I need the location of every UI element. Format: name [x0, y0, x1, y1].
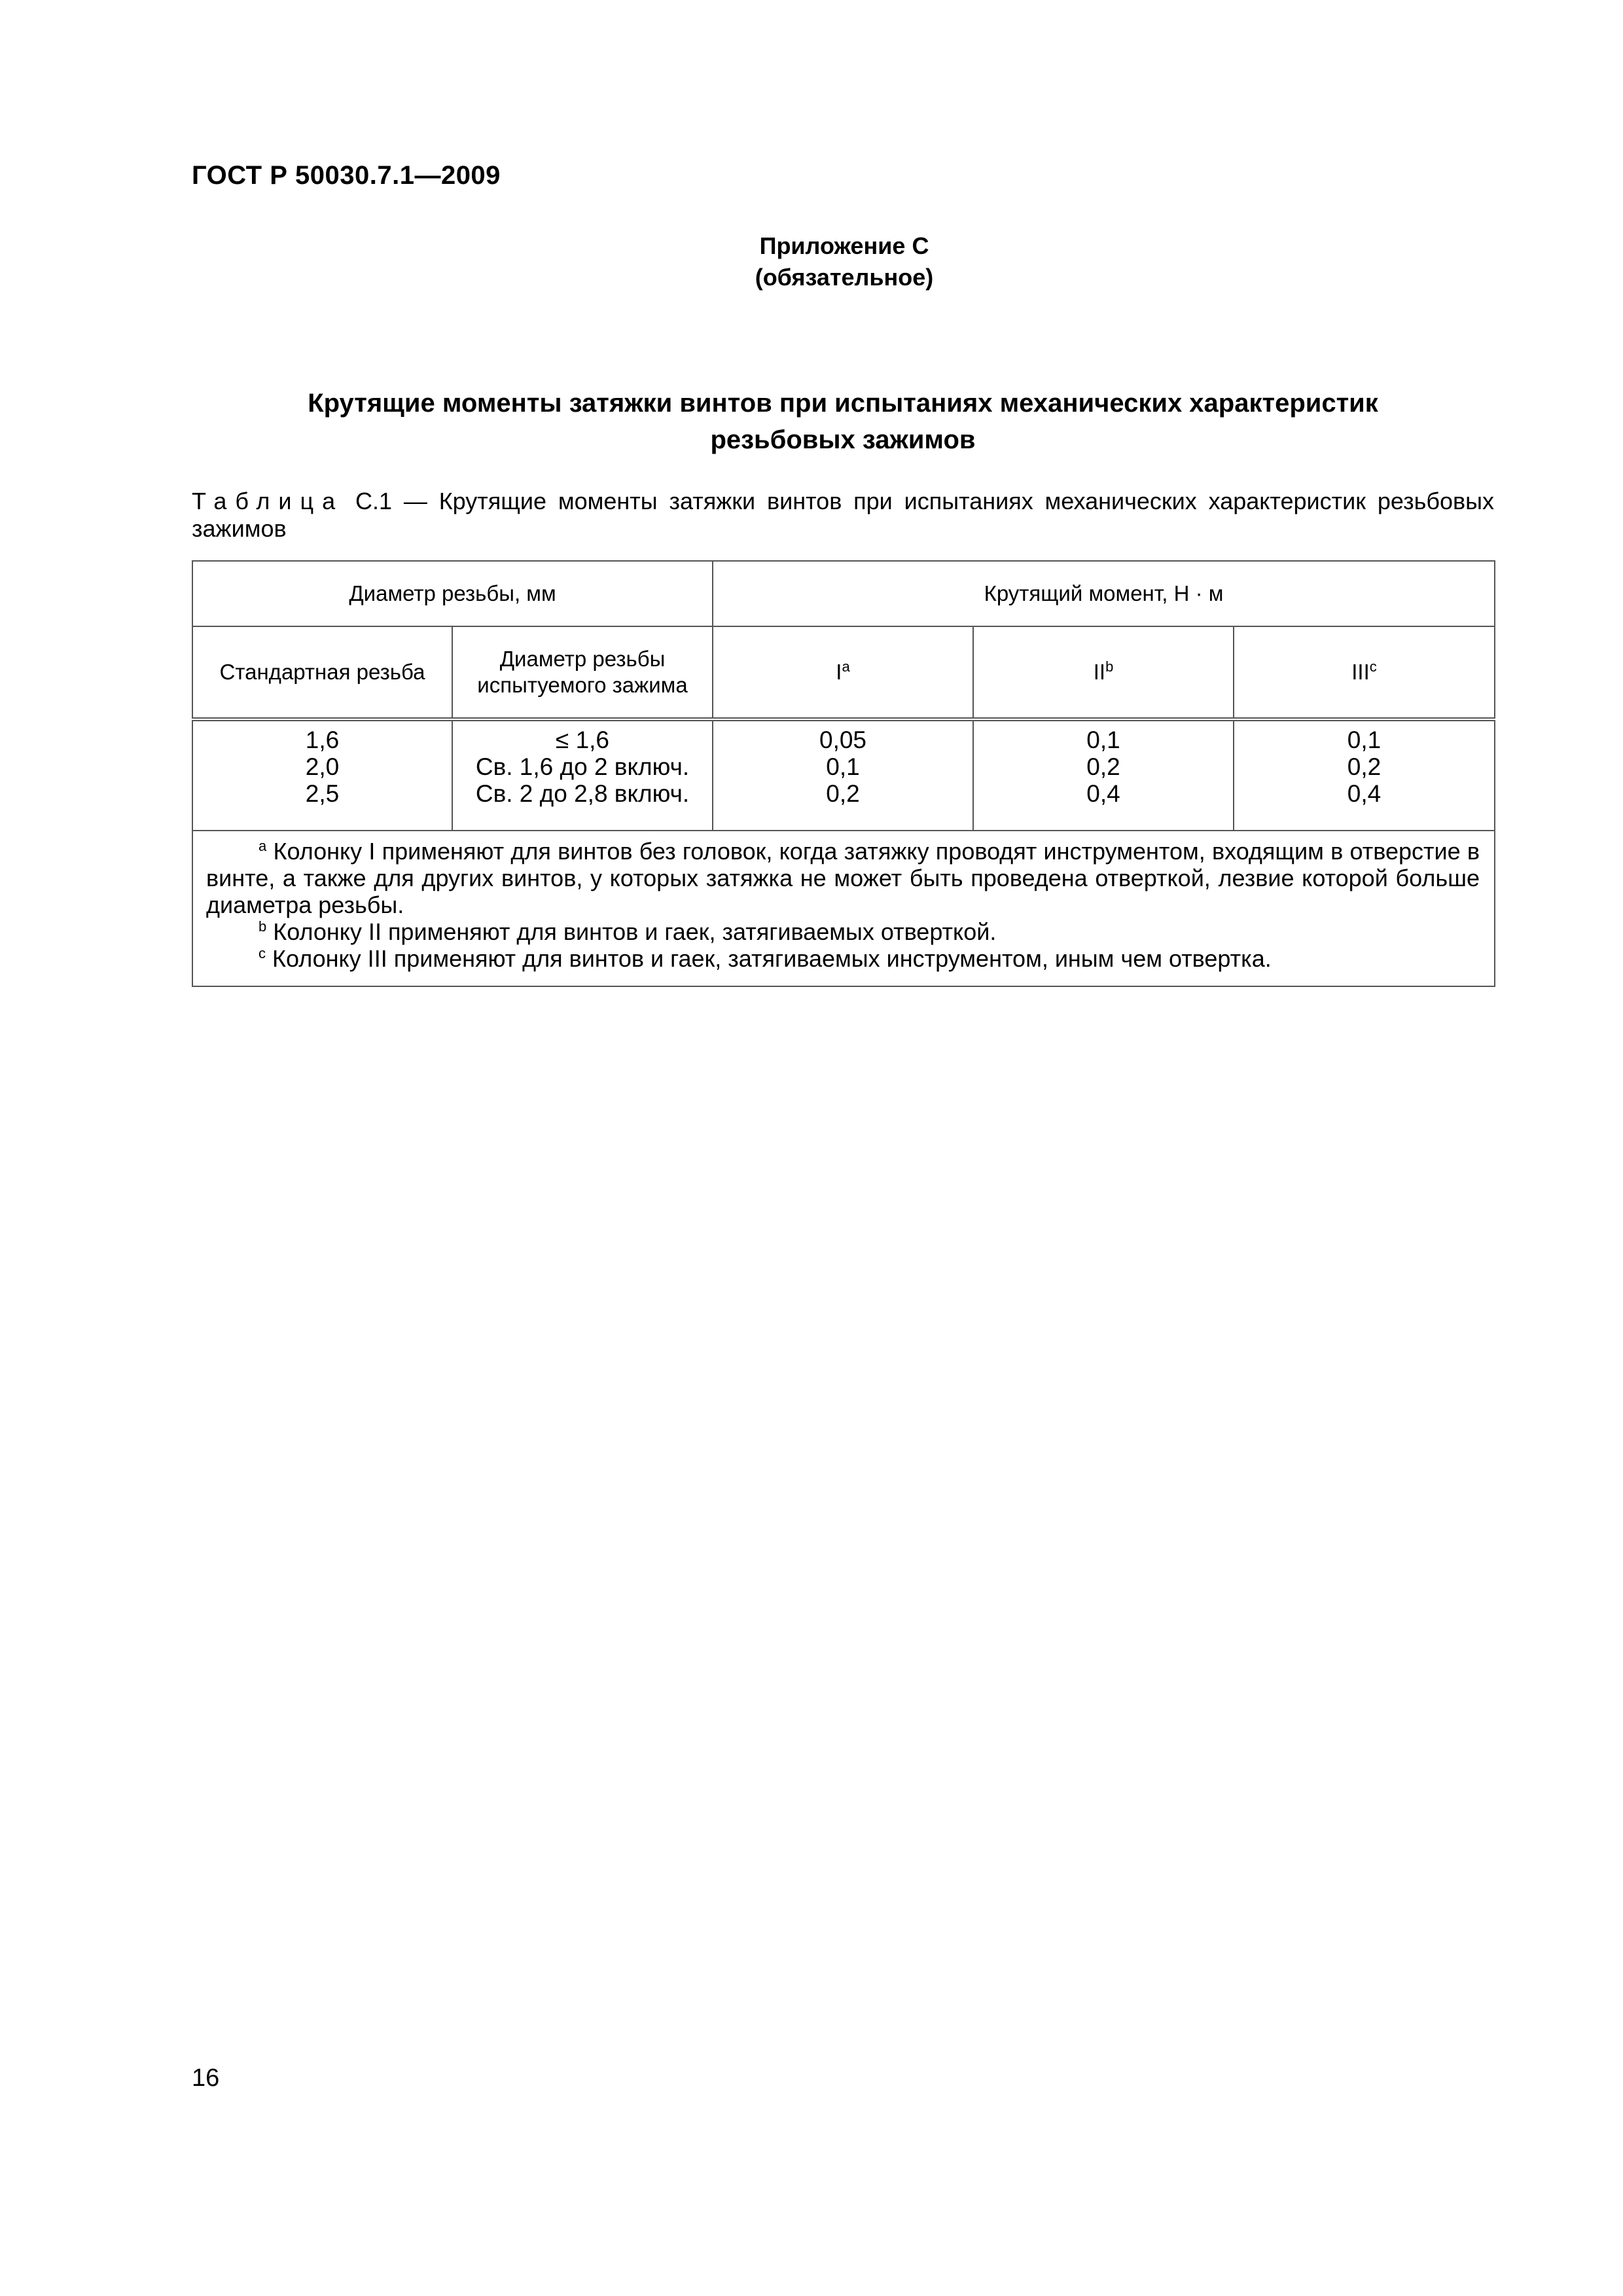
header-diameter: Диаметр резьбы, мм	[192, 561, 713, 626]
footnote-b	[206, 918, 1480, 945]
table-cell: 0,4	[1086, 780, 1120, 807]
standard-thread-values	[192, 719, 452, 831]
annex-heading	[0, 230, 1623, 293]
table-caption-number: С.1	[355, 488, 393, 514]
column-i-mark: a	[842, 658, 850, 675]
column-iii-mark: c	[1369, 658, 1377, 675]
footnote-c	[206, 945, 1480, 972]
table-cell: 0,2	[1347, 753, 1382, 780]
column-i-label: I	[836, 660, 842, 684]
table-cell: 0,05	[819, 726, 867, 753]
footnote-c-text: Колонку III применяют для винтов и гаек, затягиваемых инструментом, иным чем отвертка.	[272, 945, 1272, 972]
footnote-a-text: Колонку I применяют для винтов без головок, когда затяжку проводят инструментом, входящим в отверстие в винте, а также для других винтов, у которых затяжка не может быть проведена отверткой, лезвие которой больше диаметра резьбы.	[206, 838, 1480, 918]
table-data-row	[192, 719, 1495, 831]
footnote-b-mark: b	[259, 918, 267, 935]
table-caption-text: — Крутящие моменты затяжки винтов при испытаниях механических характеристик резьбовых зажимов	[192, 488, 1494, 542]
header-torque: Крутящий момент, Н · м	[713, 561, 1495, 626]
header-column-i	[713, 626, 973, 719]
table-cell: 2,0	[305, 753, 340, 780]
header-tested-thread	[452, 626, 713, 719]
document-title-line1: Крутящие моменты затяжки винтов при испытаниях механических характеристик	[308, 389, 1378, 418]
footnote-b-text: Колонку II применяют для винтов и гаек, затягиваемых отверткой.	[273, 918, 997, 945]
table-cell: 0,4	[1347, 780, 1382, 807]
annex-title: Приложение С	[759, 232, 929, 259]
table-cell: Св. 1,6 до 2 включ.	[475, 753, 690, 780]
column-iii-values	[1234, 719, 1495, 831]
column-ii-mark: b	[1105, 658, 1114, 675]
column-ii-label: II	[1093, 660, 1106, 684]
footnote-a-mark: a	[259, 838, 267, 854]
table-caption-label: Таблица	[192, 488, 344, 514]
header-column-ii	[973, 626, 1234, 719]
table-cell: ≤ 1,6	[555, 726, 610, 753]
table-notes	[192, 831, 1495, 986]
table-cell: 0,2	[1086, 753, 1120, 780]
table-sub-header-row	[192, 626, 1495, 719]
table-cell: 0,2	[826, 780, 860, 807]
column-iii-label: III	[1351, 660, 1370, 684]
footnote-a	[206, 838, 1480, 918]
table-cell: 0,1	[826, 753, 860, 780]
column-ii-values	[973, 719, 1234, 831]
header-tested-line2: испытуемого зажима	[477, 673, 688, 697]
tested-thread-values	[452, 719, 713, 831]
table-cell: 2,5	[305, 780, 340, 807]
table-notes-row	[192, 831, 1495, 986]
footnote-c-mark: c	[259, 945, 266, 961]
table-cell: Св. 2 до 2,8 включ.	[475, 780, 690, 807]
table-caption	[192, 488, 1494, 543]
document-title-line2: резьбовых зажимов	[710, 425, 976, 454]
header-standard-thread: Стандартная резьба	[192, 626, 452, 719]
table-cell: 0,1	[1347, 726, 1382, 753]
table-cell: 1,6	[305, 726, 340, 753]
header-tested-line1: Диаметр резьбы	[499, 647, 666, 671]
document-title	[192, 385, 1494, 458]
torque-table	[192, 560, 1495, 987]
page-number: 16	[192, 2064, 220, 2092]
document-code: ГОСТ Р 50030.7.1—2009	[192, 161, 501, 190]
table-cell: 0,1	[1086, 726, 1120, 753]
annex-status: (обязательное)	[755, 264, 934, 291]
header-column-iii	[1234, 626, 1495, 719]
column-i-values	[713, 719, 973, 831]
table-group-header-row	[192, 561, 1495, 626]
